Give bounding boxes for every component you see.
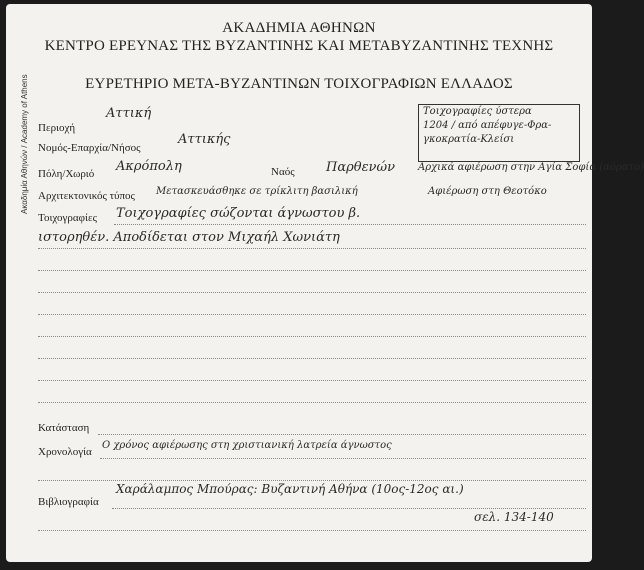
bibliography-value: Χαράλαμπος Μπούρας: Βυζαντινή Αθήνα (10ος-12ος αι.)	[116, 482, 464, 496]
region-value: Αττική	[106, 106, 152, 121]
bibliography-label: Βιβλιογραφία	[38, 496, 99, 508]
region-label: Περιοχή	[38, 122, 76, 134]
frescoes-value: Τοιχογραφίες σώζονται άγνωστου β.	[116, 206, 361, 221]
city-label: Πόλη/Χωριό	[38, 168, 95, 180]
dotted-line	[98, 434, 586, 435]
frescoes-label: Τοιχογραφίες	[38, 212, 97, 224]
dotted-line	[38, 248, 586, 249]
church-note: Αρχικά αφιέρωση στην Αγία Σοφία (αόρατο)	[418, 162, 644, 173]
bibliography-pages: σελ. 134-140	[474, 510, 554, 524]
index-card	[6, 4, 644, 562]
header-index-title: ΕΥΡΕΤΗΡΙΟ ΜΕΤΑ-ΒΥΖΑΝΤΙΝΩΝ ΤΟΙΧΟΓΡΑΦΙΩΝ ΕΛΛΑΔΟΣ	[85, 76, 513, 92]
note-line-1: Τοιχογραφίες ύστερα	[423, 106, 532, 117]
handwritten-note-box	[418, 104, 580, 162]
prefecture-label: Νομός-Επαρχία/Νήσος	[38, 142, 141, 154]
prefecture-value: Αττικής	[178, 132, 231, 147]
dotted-line	[112, 508, 586, 509]
condition-label: Κατάσταση	[38, 422, 90, 434]
header-research-center: ΚΕΝΤΡΟ ΕΡΕΥΝΑΣ ΤΗΣ ΒΥΖΑΝΤΙΝΗΣ ΚΑΙ ΜΕΤΑΒΥΖΑΝΤΙΝΗΣ ΤΕΧΝΗΣ	[44, 38, 554, 54]
architecture-value: Μετασκευάσθηκε σε τρίκλιτη βασιλική	[156, 186, 358, 197]
frescoes-value-continued: ιστορηθέν. Αποδίδεται στον Μιχαήλ Χωνιάτη	[38, 230, 340, 245]
architecture-note: Αφιέρωση στη Θεοτόκο	[428, 186, 547, 197]
city-value: Ακρόπολη	[116, 159, 182, 174]
dotted-line	[38, 380, 586, 381]
church-value: Παρθενών	[326, 160, 395, 175]
dotted-line	[100, 458, 586, 459]
note-line-2: 1204 / από απέφυγε-Φρα-	[423, 120, 552, 131]
dating-label: Χρονολογία	[38, 446, 92, 458]
dotted-line	[38, 336, 586, 337]
dotted-line	[38, 358, 586, 359]
architecture-label: Αρχιτεκτονικός τύπος	[38, 190, 135, 202]
dotted-line	[38, 402, 586, 403]
header-academy: ΑΚΑΔΗΜΙΑ ΑΘΗΝΩΝ	[222, 20, 376, 36]
archive-side-label: Ακαδημία Αθηνών / Academy of Athens	[20, 74, 29, 214]
dating-value: Ο χρόνος αφιέρωσης στη χριστιανική λατρεία άγνωστος	[102, 440, 392, 451]
dotted-line	[38, 292, 586, 293]
dotted-line	[114, 224, 586, 225]
dotted-line	[38, 270, 586, 271]
note-line-3: γκοκρατία-Κλείσι	[423, 134, 515, 145]
dotted-line	[38, 530, 586, 531]
dotted-line	[38, 480, 586, 481]
church-label: Ναός	[271, 166, 295, 178]
dotted-line	[38, 314, 586, 315]
